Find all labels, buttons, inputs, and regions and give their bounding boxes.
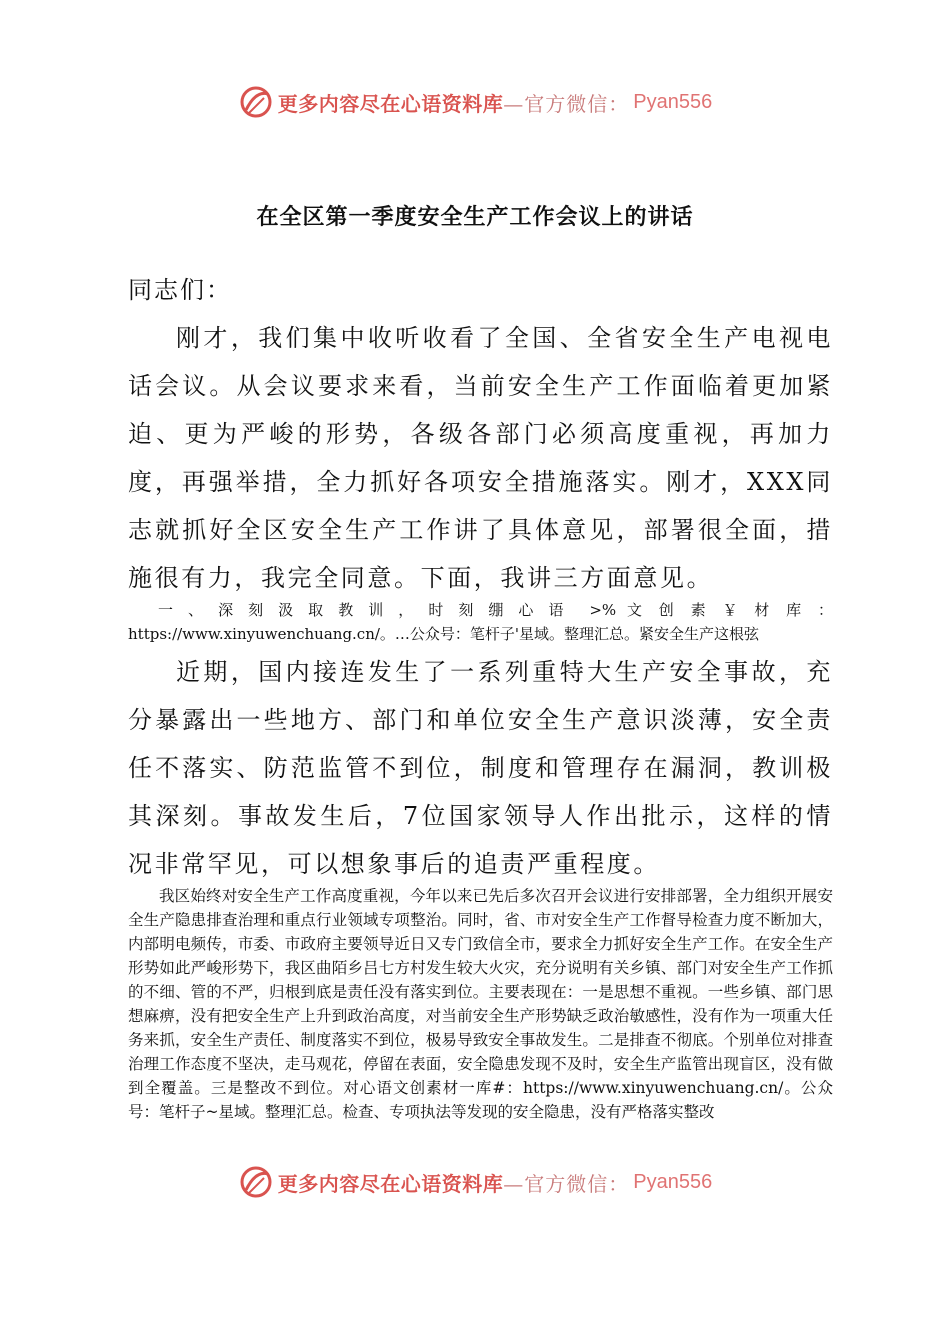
paragraph-3: 我区始终对安全生产工作高度重视，今年以来已先后多次召开会议进行安排部署，全力组织开展安全生产隐患排查治理和重点行业领域专项整治。同时，省、市对安全生产工作督导检查力度不断加大，内部明电频传，市委、市政府主要领导近日又专门致信全市，要求全力抓好安全生产工作。在安全生产形势如此严峻形势下，我区曲陌乡吕七方村发生较大火灾，充分说明有关乡镇、部门对安全生产工作抓的不细、管的不严，归根到底是责任没有落实到位。主要表现在：一是思想不重视。一些乡镇、部门思想麻痹，没有把安全生产上升到政治高度，对当前安全生产形势缺乏政治敏感性，没有作为一项重大任务来抓，安全生产责任、制度落实不到位，极易导致安全事故发生。二是排查不彻底。个别单位对排查治理工作态度不坚决，走马观花，停留在表面，安全隐患发现不及时，安全生产监管出现盲区，没有做到全覆盖。三是整改不到位。对心语文创素材一库#：https://www.xinyuwenchuang.cn/。公众号：笔杆子~星域。整理汇总。检查、专项执法等发现的安全隐患，没有严格落实整改 (128, 887, 833, 1121)
section-heading-spaced: 一、深刻汲取教训，时刻绷心语 (158, 601, 579, 619)
watermark-banner-top (0, 82, 950, 122)
watermark-text: 更多内容尽在心语资料库 (277, 91, 504, 116)
watermark-suffix: —官方微信： (503, 91, 630, 116)
logo-icon (238, 84, 274, 120)
greeting: 同志们： (128, 276, 232, 304)
watermark-banner-bottom (0, 1162, 950, 1202)
logo-icon (238, 1164, 274, 1200)
section-heading-rest: >% 文 创 素 ￥ 材 库 ： https://www.xinyuwenchuang.cn/。…公众号：笔杆子'星域。整理汇总。紧安全生产这根弦 (128, 601, 833, 643)
watermark-brand: Pyan556 (633, 1170, 713, 1193)
section-heading-1 (128, 598, 833, 646)
document-title: 在全区第一季度安全生产工作会议上的讲话 (256, 204, 694, 230)
watermark-suffix: —官方微信： (503, 1171, 630, 1196)
paragraph-1: 刚才，我们集中收听收看了全国、全省安全生产电视电话会议。从会议要求来看，当前安全生产工作面临着更加紧迫、更为严峻的形势，各级各部门必须高度重视，再加力度，再强举措，全力抓好各项安全措施落实。刚才，XXX同志就抓好全区安全生产工作讲了具体意见，部署很全面，措施很有力，我完全同意。下面，我讲三方面意见。 (128, 324, 833, 592)
paragraph-2: 近期，国内接连发生了一系列重特大生产安全事故，充分暴露出一些地方、部门和单位安全生产意识淡薄，安全责任不落实、防范监管不到位，制度和管理存在漏洞，教训极其深刻。事故发生后，7位国家领导人作出批示，这样的情况非常罕见，可以想象事后的追责严重程度。 (128, 658, 833, 878)
watermark-text: 更多内容尽在心语资料库 (277, 1171, 504, 1196)
watermark-brand: Pyan556 (633, 90, 713, 113)
